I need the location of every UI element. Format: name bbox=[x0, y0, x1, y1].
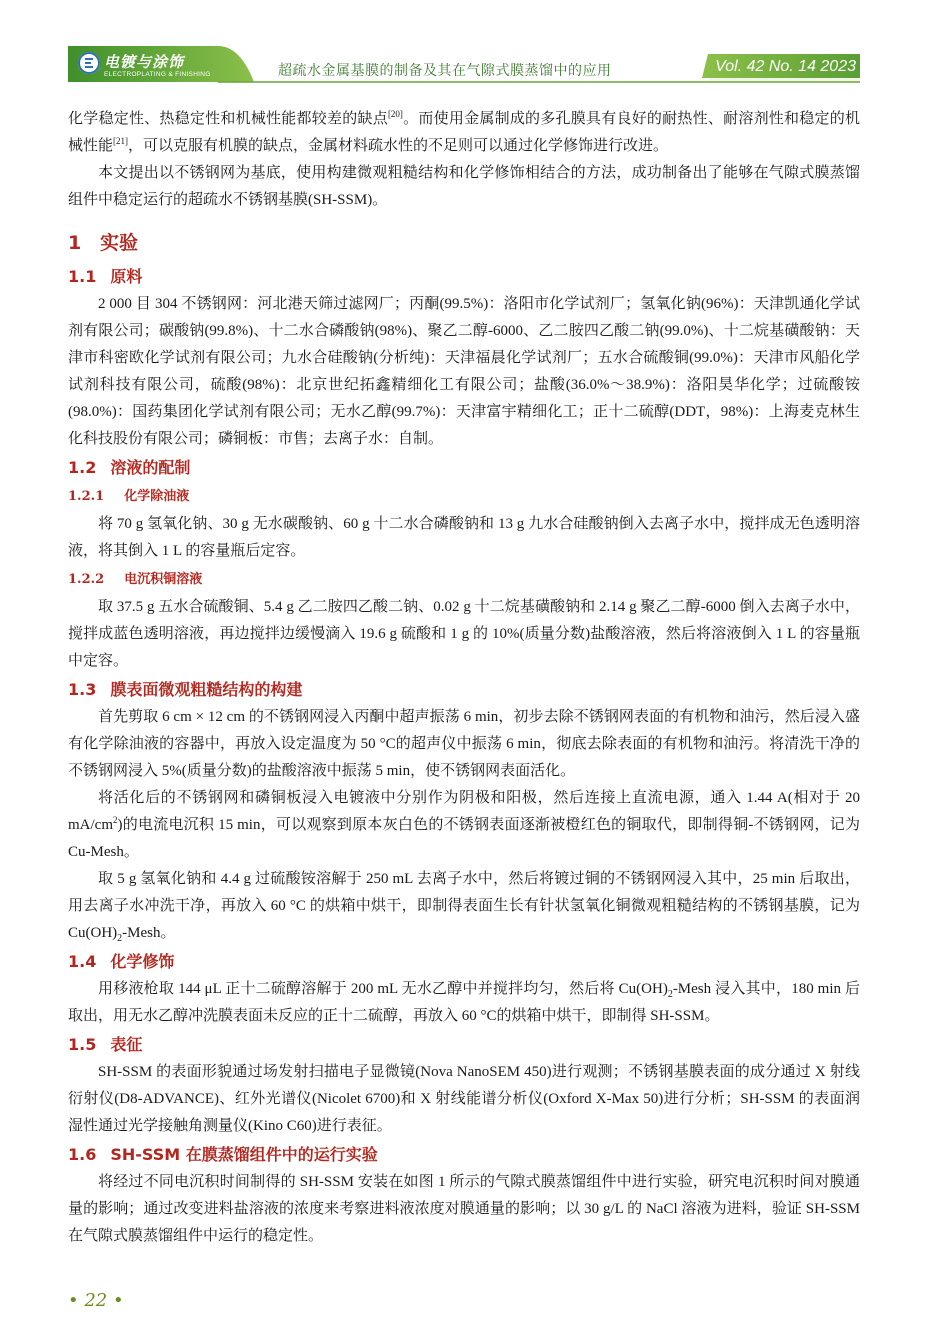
page-number: • 22 • bbox=[68, 1290, 124, 1311]
electrodeposition-paragraph: 取 37.5 g 五水合硫酸铜、5.4 g 乙二胺四乙酸二钠、0.02 g 十二烷基磺酸钠和 2.14 g 聚乙二醇-6000 倒入去离子水中，搅拌成蓝色透明溶液，再边搅拌边缓慢滴入 19.6 g 硫酸和 1 g 的 10%(质量分数)盐酸溶液，然后将溶液倒入 1 L 的容量瓶中定容。 bbox=[68, 599, 860, 669]
roughness-paragraph-1: 首先剪取 6 cm × 12 cm 的不锈钢网浸入丙酮中超声振荡 6 min，初步去除不锈钢网表面的有机物和油污，然后浸入盛有化学除油液的容器中，再放入设定温度为 50 °C的超声仪中振荡 6 min，彻底去除表面的有机物和油污。将清洗干净的不锈钢网浸入 5%(质量分数)的盐酸溶液中振荡 5 min，使不锈钢网表面活化。 bbox=[68, 709, 860, 779]
operation-paragraph: 将经过不同电沉积时间制得的 SH-SSM 安装在如图 1 所示的气隙式膜蒸馏组件中进行实验，研究电沉积时间对膜通量的影响；通过改变进料盐溶液的浓度来考察进料液浓度对膜通量的影响；以 30 g/L 的 NaCl 溶液为进料，验证 SH-SSM 在气隙式膜蒸馏组件中运行的稳定性。 bbox=[68, 1174, 860, 1244]
degreasing-paragraph: 将 70 g 氢氧化钠、30 g 无水碳酸钠、60 g 十二水合磷酸钠和 13 g 九水合硅酸钠倒入去离子水中，搅拌成无色透明溶液，将其倒入 1 L 的容量瓶后定容。 bbox=[68, 516, 860, 559]
citation-ref[interactable]: [21] bbox=[113, 136, 129, 146]
volume-info: Vol. 42 No. 14 2023 bbox=[715, 58, 856, 75]
journal-name-en: ELECTROPLATING & FINISHING bbox=[104, 71, 211, 78]
section-heading-1-6: 1.6 SH-SSM 在膜蒸馏组件中的运行实验 bbox=[68, 1145, 378, 1164]
section-heading-1-3: 1.3 膜表面微观粗糙结构的构建 bbox=[68, 680, 303, 699]
section-heading-1-1: 1.1 原料 bbox=[68, 267, 143, 286]
intro-paragraph-1: 化学稳定性、热稳定性和机械性能都较差的缺点[20]。而使用金属制成的多孔膜具有良好的耐热性、耐溶剂性和稳定的机械性能[21]，可以克服有机膜的缺点，金属材料疏水性的不足则可以通过化学修饰进行改进。 bbox=[68, 109, 860, 154]
page-header bbox=[68, 46, 860, 84]
journal-logo-icon bbox=[78, 52, 100, 74]
modification-paragraph: 用移液枪取 144 μL 正十二硫醇溶解于 200 mL 无水乙醇中并搅拌均匀，然后将 $Cu(OH)_2$-Mesh 浸入其中，180 min 后取出，用无水乙醇冲洗膜表面未反应的正十二硫醇，再放入 60 °C的烘箱中烘干，即制得 SH-SSM。 bbox=[68, 981, 860, 1024]
section-heading-1-4: 1.4 化学修饰 bbox=[68, 952, 175, 971]
materials-paragraph: 2 000 目 304 不锈钢网：河北港天筛过滤网厂；丙酮(99.5%)：洛阳市化学试剂厂；氢氧化钠(96%)：天津凯通化学试剂有限公司；碳酸钠(99.8%)、十二水合磷酸钠(98%)、聚乙二醇-6000、乙二胺四乙酸二钠(99.0%)、十二烷基磺酸钠：天津市科密欧化学试剂有限公司；九水合硅酸钠(分析纯)：天津福晨化学试剂厂；五水合硫酸铜(99.0%)：天津市风船化学试剂科技有限公司，硫酸(98%)：北京世纪拓鑫精细化工有限公司；盐酸(36.0%～38.9%)：洛阳昊华化学；过硫酸铵(98.0%)：国药集团化学试剂有限公司；无水乙醇(99.7%)：天津富宇精细化工；正十二硫醇(DDT，98%)：上海麦克林生化科技股份有限公司；磷铜板：市售；去离子水：自制。 bbox=[68, 296, 860, 447]
running-title: 超疏水金属基膜的制备及其在气隙式膜蒸馏中的应用 bbox=[278, 63, 612, 79]
citation-ref[interactable]: [20] bbox=[387, 109, 403, 119]
article-body bbox=[68, 106, 860, 1250]
section-heading-1-2-2: 1.2.2 电沉积铜溶液 bbox=[68, 572, 203, 587]
section-heading-1: 1 实验 bbox=[68, 232, 139, 254]
journal-name: 电镀与涂饰 bbox=[104, 53, 185, 71]
section-heading-1-2-1: 1.2.1 化学除油液 bbox=[68, 489, 190, 504]
characterization-paragraph: SH-SSM 的表面形貌通过场发射扫描电子显微镜(Nova NanoSEM 450)进行观测；不锈钢基膜表面的成分通过 X 射线衍射仪(D8-ADVANCE)、红外光谱仪(Nicolet 6700)和 X 射线能谱分析仪(Oxford X-Max 50)进行分析；SH-SSM 的表面润湿性通过光学接触角测量仪(Kino C60)进行表征。 bbox=[68, 1064, 860, 1134]
section-heading-1-5: 1.5 表征 bbox=[68, 1035, 143, 1054]
roughness-paragraph-3: 取 5 g 氢氧化钠和 4.4 g 过硫酸铵溶解于 250 mL 去离子水中，然后将镀过铜的不锈钢网浸入其中，25 min 后取出，用去离子水冲洗干净，再放入 60 °C 的烘箱中烘干，即制得表面生长有针状氢氧化铜微观粗糙结构的不锈钢基膜，记为 $Cu(OH)_2$-Mesh。 bbox=[68, 871, 860, 944]
section-heading-1-2: 1.2 溶液的配制 bbox=[68, 458, 191, 477]
intro-paragraph-2: 本文提出以不锈钢网为基底，使用构建微观粗糙结构和化学修饰相结合的方法，成功制备出了能够在气隙式膜蒸馏组件中稳定运行的超疏水不锈钢基膜(SH-SSM)。 bbox=[68, 165, 860, 208]
roughness-paragraph-2: 将活化后的不锈钢网和磷铜板浸入电镀液中分别作为阴极和阳极，然后连接上直流电源，通入 1.44 A(相对于 20 $mA/cm^2$)的电流电沉积 15 min，可以观察到原本灰白色的不锈钢表面逐渐被橙红色的铜取代，即制得铜-不锈钢网，记为 Cu-Mesh。 bbox=[68, 790, 860, 860]
